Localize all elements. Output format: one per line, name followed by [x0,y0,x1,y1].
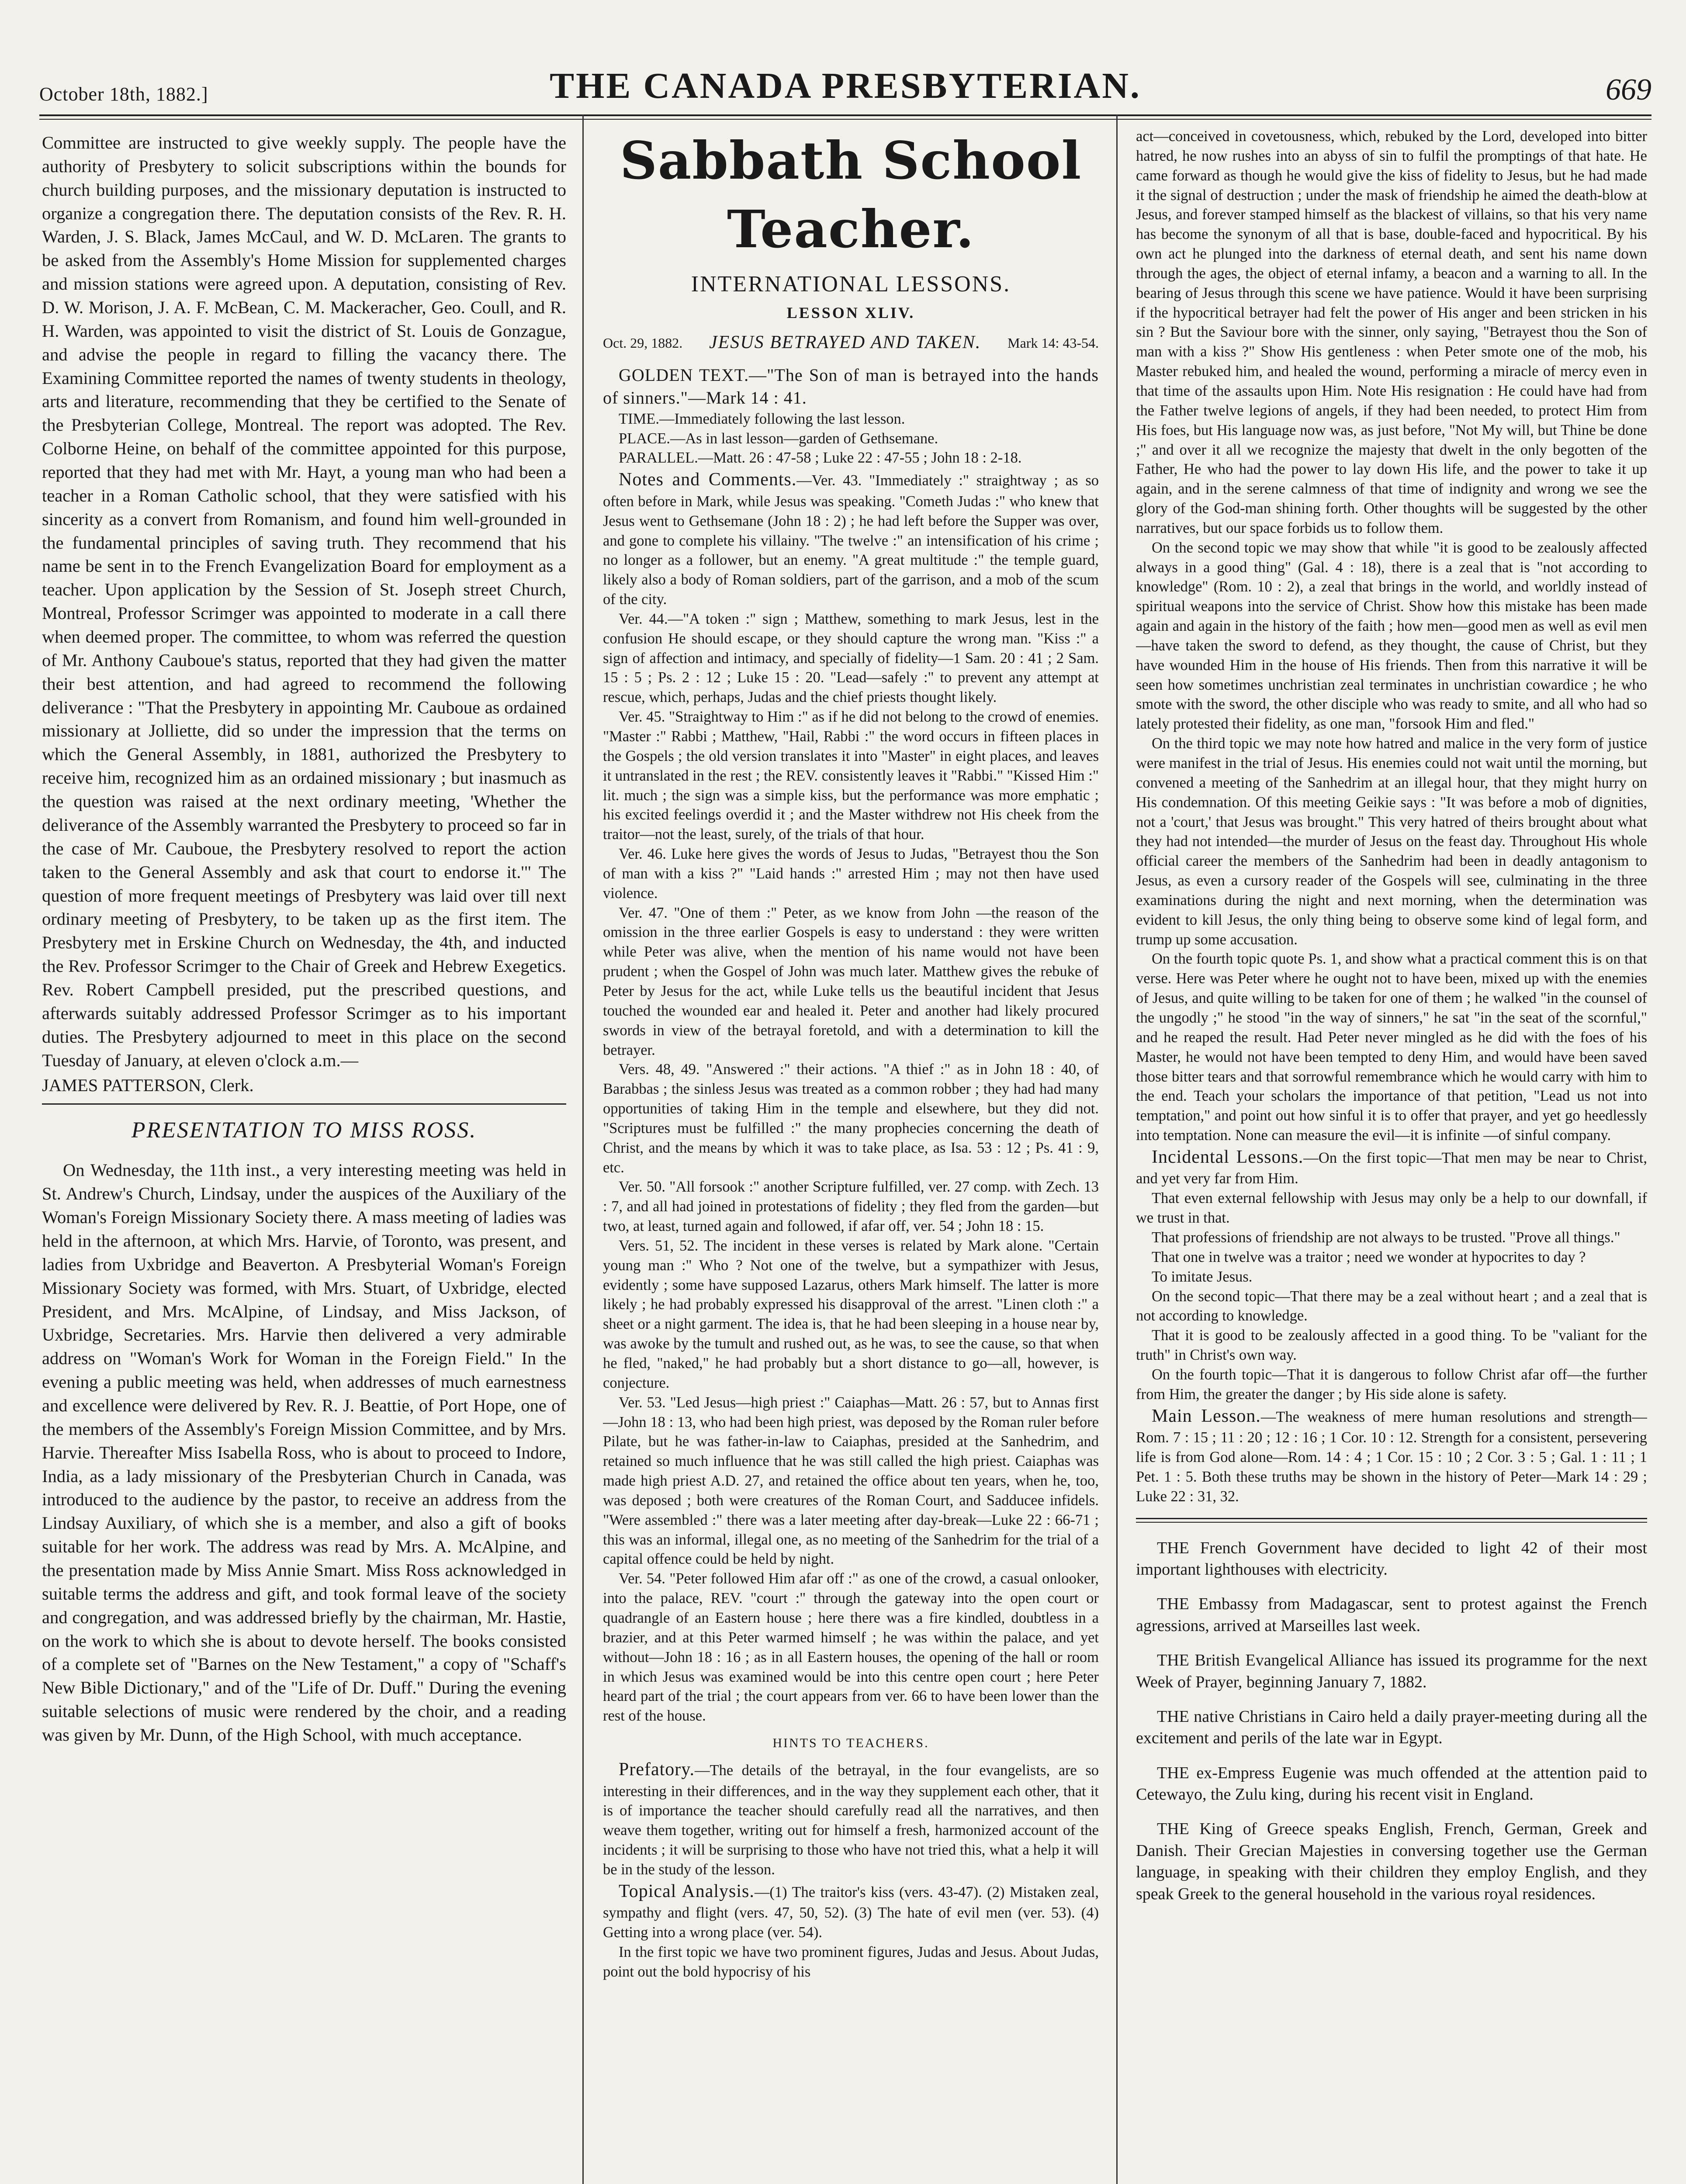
notes-note-9: Ver. 54. "Peter followed Him afar off :" as one of the crowd, a casual onlooker, into the palace, REV. "court :" through the gateway into the open court or quadrangle of an Eastern house ; here there was a fire kindled, doubtless in a brazier, and at this Peter warmed himself ; he was within the palace, and yet without—John 18 : 16 ; as in all Eastern houses, the opening of the hall or room in which Jesus was examined would be into this centre open court ; here Peter heard part of the trial ; the court appears from ver. 66 to have been lower than the rest of the house. [603,1570,1099,1724]
lesson-title: JESUS BETRAYED AND TAKEN. [709,332,981,352]
notes-note-7: Vers. 51, 52. The incident in these verses is related by Mark alone. "Certain young man :" Who ? Not one of the twelve, but a sympathizer with Jesus, evidently ; some have supposed Lazarus, others Mark himself. The latter is more likely ; he had probably expressed his disapproval of the arrest. "Linen cloth :" a sheet or a night garment. The idea is, that he had been sleeping in a house near by, was awoke by the tumult and rushed out, as he was, to see the cause, so that when he fled, "naked," he had probably but a short distance to go—all, however, is conjecture. [603,1237,1099,1391]
hints-title: HINTS TO TEACHERS. [772,1736,929,1751]
main-lesson-label: Main Lesson. [1152,1406,1261,1426]
issue-date: October 18th, 1882.] [39,83,208,105]
incidental-4: To imitate Jesus. [1152,1268,1253,1285]
news-item: THE Embassy from Madagascar, sent to protest against the French agressions, arrived at Marseilles last week. [1136,1595,1647,1635]
prefatory-label: Prefatory. [619,1759,695,1780]
lesson-time: TIME.—Immediately following the last lesson. [619,410,905,427]
presentation-title: PRESENTATION TO MISS ROSS. [131,1118,477,1143]
incidental-2: That professions of friendship are not always to be trusted. "Prove all things." [1152,1229,1620,1246]
column-3 [1136,127,1647,2184]
topical-text: —(1) The traitor's kiss (vers. 43-47). (2) Mistaken zeal, sympathy and flight (vers. 47, 50, 52). (3) The hate of evil men (ver. 53). (4) Getting into a wrong place (ver. 54). [603,1883,1099,1941]
clerk-signature: JAMES PATTERSON, Clerk. [42,1075,254,1095]
first-topic: In the first topic we have two prominent figures, Judas and Jesus. About Judas, point out the bold hypocrisy of his [603,1944,1099,1980]
col3-paragraph-3: On the fourth topic quote Ps. 1, and show what a practical comment this is on that verse. Here was Peter where he ought not to have been, mixed up with the enemies of Jesus, and quite willing to be taken for one of them ; he walked "in the counsel of the ungodly ;" he stood "in the way of sinners," he sat "in the seat of the scornful," and he reaped the result. Had Peter never mingled as he did with the foes of his Master, he would not have been tempted to deny Him, and would have been saved those bitter tears and that sorrowful remembrance which he would carry with him to the end. Teach your scholars the importance of that petition, "Lead us not into temptation," and point out how sinful it is to offer that prayer, and yet go heedlessly into temptation. None can measure the evil—it is infinite —of sinful company. [1136,950,1647,1144]
incidental-3: That one in twelve was a traitor ; need we wonder at hypocrites to day ? [1152,1248,1586,1265]
masthead [39,57,1651,122]
signature-rule [42,1103,566,1105]
incidental-1: That even external fellowship with Jesus may only be a help to our downfall, if we trust in that. [1136,1190,1647,1227]
incidental-5: On the second topic—That there may be a zeal without heart ; and a zeal that is not according to knowledge. [1136,1288,1647,1324]
lesson-date: Oct. 29, 1882. [603,335,683,351]
lesson-place: PLACE.—As in last lesson—garden of Gethsemane. [619,430,938,447]
lesson-heading [603,331,1099,355]
notes-note-5: Vers. 48, 49. "Answered :" their actions. "A thief :" as in John 18 : 40, of Barabbas ; the sinless Jesus was treated as a common robber ; they had had many opportunities of taking Him in the temple and elsewhere, but they did not. "Scriptures must be fulfilled :" the many prophecies concerning the death of Christ, and the means by which it was to take place, as Isa. 53 : 12 ; Ps. 41 : 9, etc. [603,1061,1099,1176]
news-item: THE British Evangelical Alliance has issued its programme for the next Week of Prayer, beginning January 7, 1882. [1136,1651,1647,1691]
news-separator [1136,1518,1647,1523]
sabbath-school-teacher-header: Sabbath School Teacher. [620,130,1082,259]
masthead-rule-thin [39,119,1651,120]
col3-paragraph-2: On the third topic we may note how hatred and malice in the very form of justice were manifest in the trial of Jesus. His enemies could not wait until the morning, but convened a meeting of the Sanhedrim at an illegal hour, that they might hurry on His condemnation. Of this meeting Geikie says : "It was before a mob of dignities, not a 'court,' that Jesus was brought." This very hatred of theirs brought about what they had not intended—the murder of Jesus on the feast day. Throughout His whole official career the members of the Sanhedrim had been in deadly antagonism to Jesus, as even a cursory reader of the Gospels will see, culminating in the three examinations during the night and next morning, when the determination was evident to kill Jesus, the only thing being to observe some kind of legal form, and trump up some accusation. [1136,735,1647,948]
column-1 [42,131,566,2184]
page-number: 669 [1606,73,1651,107]
news-item: THE French Government have decided to light 42 of their most important lighthouses with electricity. [1136,1538,1647,1579]
news-items [1136,1538,1647,1905]
notes-note-8: Ver. 53. "Led Jesus—high priest :" Caiaphas—Matt. 26 : 57, but to Annas first—John 18 : 13, who had been high priest, was deposed by the Roman ruler before Pilate, but he was father-in-law to Caiaphas, presided at the Sanhedrim, and retained so much influence that he was still called the high priest. Caiaphas was made high priest A.D. 27, and retained the office about ten years, when he, too, was deposed ; both were creatures of the Roman Court, and Sadducee infidels. "Were assembled :" there was a later meeting after day-break—Luke 22 : 66-71 ; this was an informal, illegal one, as no meeting of the Sanhedrim for the trial of a capital offence could be held by night. [603,1394,1099,1568]
notes-note-3: Ver. 46. Luke here gives the words of Jesus to Judas, "Betrayest thou the Son of man with a kiss ?" "Laid hands :" arrested Him ; may not then have used violence. [603,846,1099,902]
col3-paragraph-1: On the second topic we may show that while "it is good to be zealously affected always in a good thing" (Gal. 4 : 18), there is a zeal that is "not according to knowledge" (Rom. 10 : 2), a zeal that brings in the world, and worldly instead of spiritual weapons into the service of Christ. Show how this mistake has been made again and again in the history of the faith ; how men—good men as well as evil men—have taken the sword to defend, as they thought, the cause of Christ, but they have wounded Him in the house of His friends. Then from this narrative it will be seen how sometimes unchristian zeal terminates in unchristian cowardice ; he who smote with the sword, the other disciple who was ready to smite, and all who had so lately protested their fidelity, as one man, "forsook Him and fled." [1136,539,1647,733]
incidental-label: Incidental Lessons. [1152,1147,1304,1167]
news-item: THE native Christians in Cairo held a daily prayer-meeting during all the excitement and perils of the late war in Egypt. [1136,1707,1647,1748]
main-lesson-text: —The weakness of mere human resolutions and strength—Rom. 7 : 15 ; 11 : 20 ; 12 : 16 ; 1 Cor. 10 : 12. Strength for a consistent, persevering life is from God alone—Rom. 14 : 4 ; 1 Cor. 15 : 10 ; 2 Cor. 3 : 5 ; Gal. 1 : 11 ; 1 Pet. 1 : 5. Both these truths may be shown in the history of Peter—Mark 14 : 29 ; Luke 22 : 31, 32. [1136,1408,1647,1505]
presbytery-report: Committee are instructed to give weekly supply. The people have the authority of Presbytery to solicit subscriptions within the bounds for church building purposes, and the missionary deputation is instructed to organize a congregation there. The deputation consists of the Rev. R. H. Warden, J. S. Black, James McCaul, and W. D. McLaren. The grants to be asked from the Assembly's Home Mission for supplemented charges and mission stations were agreed upon. A deputation, consisting of Rev. D. W. Morison, J. A. F. McBean, C. M. Mackeracher, Geo. Coull, and R. H. Warden, was appointed to visit the district of St. Louis de Gonzague, and advise the people in regard to filling the vacancy there. The Examining Committee reported the names of twenty students in theology, arts and literature, recommending that they be certified to the Senate of the Presbyterian College, Montreal. The report was adopted. The Rev. Colborne Heine, on behalf of the committee appointed for this purpose, reported that they had met with Mr. Hayt, a young man who had been a teacher in a Roman Catholic school, that they were satisfied with his sincerity as a convert from Romanism, and found him well-grounded in the fundamental principles of saving truth. They recommend that his name be sent in to the French Evangelization Board for employment as a teacher. Upon application by the Session of St. Joseph street Church, Montreal, Professor Scrimger was appointed to moderate in a call there when deemed proper. The committee, to whom was referred the question of Mr. Anthony Cauboue's status, reported that they had given the matter their best attention, and had agreed to recommend the following deliverance : "That the Presbytery in appointing Mr. Cauboue as ordained missionary at Jolliette, did so under the impression that the terms on which the General Assembly, in 1881, authorized the Presbytery to receive him, recognized him as an ordained missionary ; but inasmuch as the question was raised at the next ordinary meeting, 'Whether the deliverance of the Assembly warranted the Presbytery to proceed so far in the case of Mr. Cauboue, the Presbytery resolved to report the action taken to the General Assembly and ask that court to endorse it.'" The question of more frequent meetings of Presbytery was laid over till next ordinary meeting of Presbytery, to be taken up as the first item. The Presbytery met in Erskine Church on Wednesday, the 4th, and inducted the Rev. Professor Scrimger to the Chair of Greek and Hebrew Exegetics. Rev. Robert Campbell presided, put the prescribed questions, and afterwards suitably addressed Professor Scrimger as to his important duties. The Presbytery adjourned to meet in this place on the second Tuesday of January, at eleven o'clock a.m.— [42,133,566,1070]
lesson-parallel: PARALLEL.—Matt. 26 : 47-58 ; Luke 22 : 47-55 ; John 18 : 2-18. [619,449,1022,467]
notes-note-2: Ver. 45. "Straightway to Him :" as if he did not belong to the crowd of enemies. "Master :" Rabbi ; Matthew, "Hail, Rabbi :" the word occurs in fifteen places in the Gospels ; the old version translates it into "Master" in eight places, and leaves it untranslated in the rest ; the REV. consistently leaves it "Rabbi." "Kissed Him :" lit. much ; the sign was a simple kiss, but the performance was more emphatic ; his excited feelings overdid it ; and the Master withdrew not His cheek from the traitor—not the least, surely, of the trials of that hour. [603,708,1099,843]
notes-note-0 [603,468,1099,609]
incidental-7: On the fourth topic—That it is dangerous to follow Christ afar off—the further from Him, the greater the danger ; by His side alone is safety. [1136,1366,1647,1403]
lesson-number: LESSON XLIV. [786,304,915,322]
masthead-rule [39,114,1651,116]
publication-title: THE CANADA PRESBYTERIAN. [550,66,1141,106]
presentation-article: On Wednesday, the 11th inst., a very interesting meeting was held in St. Andrew's Church, Lindsay, under the auspices of the Auxiliary of the Woman's Foreign Missionary Society there. A mass meeting of ladies was held in the afternoon, at which Mrs. Harvie, of Toronto, was present, and ladies from Uxbridge and Beaverton. A Presbyterial Woman's Foreign Missionary Society was formed, with Mrs. Stuart, of Uxbridge, elected President, and Mrs. McAlpine, of Lindsay, and Miss Jackson, of Uxbridge, Secretaries. Mrs. Harvie then delivered a very admirable address on "Woman's Work for Woman in the Foreign Field." In the evening a public meeting was held, when addresses of much earnestness and excellence were delivered by Rev. R. J. Beattie, of Port Hope, one of the members of the Assembly's Foreign Mission Committee, and by Mrs. Harvie. Thereafter Miss Isabella Ross, who is about to proceed to Indore, India, as a lady missionary of the Presbyterian Church in Canada, was introduced to the audience by the pastor, to receive an address from the Lindsay Auxiliary, of which she is a member, and also a gift of books suitable for her work. The address was read by Mrs. A. McAlpine, and the presentation made by Miss Annie Smart. Miss Ross acknowledged in suitable terms the address and gift, and took formal leave of the society and congregation, and was addressed briefly by the chairman, Mr. Hastie, on the work to which she is about to devote herself. The books consisted of a complete set of "Barnes on the New Testament," a copy of "Schaff's New Bible Dictionary," and of the "Life of Dr. Duff." During the evening suitable selections of music were rendered by the choir, and a reading was given by Mr. Dunn, of the High School, with much acceptance. [42,1160,566,1745]
lesson-reference: Mark 14: 43-54. [1007,335,1099,351]
col3-paragraph-0: act—conceived in covetousness, which, rebuked by the Lord, developed into bitter hatred, he now rushes into an abyss of sin to fulfil the promptings of that hate. He came forward as though he would give the kiss of fidelity to Jesus, but he had made it the signal of destruction ; under the mask of friendship he aimed the death-blow at Jesus, and forever stamped himself as the blackest of villains, so that his very name has become the synonym of all that is base, double-faced and hypocritical. By his own act he plunged into the darkness of eternal death, and sent his name down through the ages, the object of eternal infamy, a beacon and a warning to all. In the bearing of Jesus through this scene we have patience. Would it have been surprising if the hypocritical betrayer had felt the power of His anger and been stricken in his sin ? But the Saviour bore with the sinner, only saying, "Betrayest thou the Son of man with a kiss ?" Show His gentleness : when Peter smote one of the mob, his Master rebuked him, and healed the wound, performing a miracle of mercy even in that time of the assaults upon Him. Note His resignation : He could have had from the Father twelve legions of angels, if they had been needed, to protect Him from His foes, but His language now was, as just before, "Not My will, but Thine be done ;" and over it all we recognize the majesty that dwelt in the only begotten of the Father, He who had the power to lay down His life, and the power to take it up again, and in the serene calmness of that time of indignity and wrong we see the glory of the God-man shining forth. Other thoughts will be suggested by the other narratives, but our space forbids us to follow them. [1136,128,1647,536]
news-item: THE King of Greece speaks English, French, German, Greek and Danish. Their Grecian Majesties in conversing together use the German language, in speaking with their children they employ English, and they speak Greek to the general household in the various royal residences. [1136,1820,1647,1903]
notes-text-0: —Ver. 43. "Immediately :" straightway ; as so often before in Mark, while Jesus was speaking. "Cometh Judas :" who knew that Jesus went to Gethsemane (John 18 : 2) ; he had left before the Supper was over, and gone to complete his villainy. "The twelve :" an intensification of his crime ; no longer as a follower, but an enemy. "A great multitude :" the temple guard, likely also a body of Roman soldiers, part of the garrison, and a mob of the scum of the city. [603,472,1099,608]
column-divider-1 [582,114,584,2184]
prefatory-text: —The details of the betrayal, in the four evangelists, are so interesting in their differences, and in the way they supplement each other, that it is of importance the teacher should carefully read all the narratives, and then weave them together, writing out for himself a fresh, harmonized account of the incidents ; it will be surprising to those who have not tried this, what a help it will be in the study of the lesson. [603,1762,1099,1878]
incidental-6: That it is good to be zealously affected in a good thing. To be "valiant for the truth" in Christ's own way. [1136,1327,1647,1364]
notes-note-4: Ver. 47. "One of them :" Peter, as we know from John —the reason of the omission in the three earlier Gospels is easy to understand : they were written while Peter was alive, when the mention of his name would not have been prudent ; when the Gospel of John was much later. Matthew gives the rebuke of Peter by Jesus for the act, while Luke tells us the beautiful incident that Jesus touched the wounded ear and healed it. Peter and another had likely procured swords in view of the betrayal foretold, and with a determination to kill the betrayer. [603,904,1099,1058]
news-item: THE ex-Empress Eugenie was much offended at the attention paid to Cetewayo, the Zulu king, during his recent visit in England. [1136,1763,1647,1804]
topical-label: Topical Analysis. [619,1881,755,1901]
international-lessons: INTERNATIONAL LESSONS. [691,271,1011,297]
incidental-0: —On the first topic—That men may be near to Christ, and yet very far from Him. [1136,1149,1647,1187]
column-divider-2 [1116,114,1118,2184]
notes-note-1: Ver. 44.—"A token :" sign ; Matthew, something to mark Jesus, lest in the confusion He should escape, or they should capture the wrong man. "Kiss :" a sign of affection and intimacy, and specially of fidelity—1 Sam. 20 : 41 ; 2 Sam. 15 : 5 ; Ps. 2 : 12 ; Luke 15 : 20. "Lead—safely :" to prevent any attempt at rescue, which, perhaps, Judas and the chief priests thought likely. [603,610,1099,706]
notes-label: Notes and Comments. [619,470,797,490]
golden-text: GOLDEN TEXT.—"The Son of man is betrayed into the hands of sinners."—Mark 14 : 41. [603,365,1099,408]
column-2 [603,127,1099,2184]
notes-note-6: Ver. 50. "All forsook :" another Scripture fulfilled, ver. 27 comp. with Zech. 13 : 7, and all had joined in protestations of fidelity ; they fled from the garden—but two, at least, turned again and followed, if afar off, ver. 54 ; John 18 : 15. [603,1178,1099,1235]
